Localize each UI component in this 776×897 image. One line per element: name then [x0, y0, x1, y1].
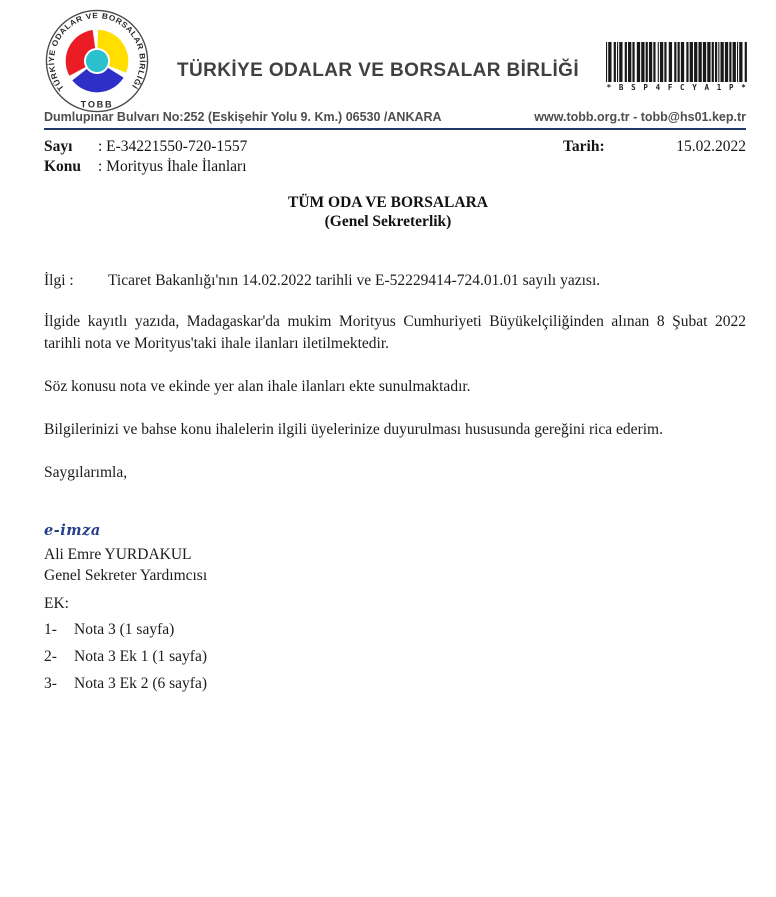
konu-label: Konu: [44, 158, 82, 175]
sayi-label: Sayı: [44, 138, 73, 155]
signer-name: Ali Emre YURDAKUL: [44, 546, 192, 563]
attachment-text: Nota 3 Ek 1 (1 sayfa): [74, 648, 207, 665]
barcode-bars-icon: [606, 42, 748, 82]
logo-blue-arc: [80, 73, 116, 83]
recipient-block: [0, 193, 776, 231]
paragraph-1: İlgide kayıtlı yazıda, Madagaskar'da mukim Morityus Cumhuriyeti Büyükelçiliğinden alınan 8 Şubat 2022 tarihli nota ve Morityus'taki ihale ilanları iletilmektedir.: [44, 313, 746, 352]
tarih-value: 15.02.2022: [676, 138, 746, 155]
closing-salutation: Saygılarımla,: [44, 464, 128, 481]
reference-row: [44, 272, 746, 290]
attachment-number: 3-: [44, 675, 57, 692]
signer-title: Genel Sekreter Yardımcısı: [44, 567, 208, 584]
attachment-number: 2-: [44, 648, 57, 665]
list-item: [44, 619, 746, 641]
attachments-block: [44, 594, 746, 695]
org-address: Dumlupınar Bulvarı No:252 (Eskişehir Yolu 9. Km.) 06530 /ANKARA: [44, 110, 442, 124]
barcode-text: * B S P 4 F C Y A 1 P *: [606, 83, 748, 92]
attachment-text: Nota 3 Ek 2 (6 sayfa): [74, 675, 207, 692]
letterhead: [0, 0, 776, 108]
logo-ring-text: TÜRKİYE ODALAR VE BORSALAR BİRLİĞİ: [47, 11, 147, 93]
org-title: TÜRKİYE ODALAR VE BORSALAR BİRLİĞİ: [176, 60, 580, 81]
paragraph-2: Söz konusu nota ve ekinde yer alan ihale ilanları ekte sunulmaktadır.: [44, 378, 471, 395]
logo-cyan-center: [86, 50, 108, 72]
recipient-line2: (Genel Sekreterlik): [324, 213, 452, 230]
list-item: [44, 673, 746, 695]
konu-row: [44, 157, 746, 177]
konu-value: : Morityus İhale İlanları: [98, 158, 247, 175]
e-signature-mark: e-imza: [44, 522, 101, 539]
recipient-line1: TÜM ODA VE BORSALARA: [288, 194, 488, 211]
tobb-logo: [44, 8, 150, 114]
attachment-number: 1-: [44, 621, 57, 638]
barcode: [606, 42, 748, 92]
tobb-logo-icon: [44, 8, 150, 114]
attachment-text: Nota 3 (1 sayfa): [74, 621, 175, 638]
attachments-label: EK:: [44, 595, 69, 612]
sayi-value: : E-34221550-720-1557: [98, 138, 248, 155]
document-meta: [44, 137, 746, 177]
ilgi-label: İlgi :: [44, 272, 74, 289]
tarih-label: Tarih:: [563, 138, 605, 155]
ilgi-text: Ticaret Bakanlığı'nın 14.02.2022 tarihli ve E-52229414-724.01.01 sayılı yazısı.: [108, 272, 601, 289]
logo-tobb-text: TOBB: [80, 99, 114, 110]
signature-block: [44, 520, 746, 586]
org-contact: www.tobb.org.tr - tobb@hs01.kep.tr: [534, 110, 746, 124]
letter-body: [44, 311, 746, 484]
paragraph-3: Bilgilerinizi ve bahse konu ihalelerin ilgili üyelerinize duyurulması hususunda gereğini rica ederim.: [44, 421, 663, 438]
list-item: [44, 646, 746, 668]
address-bar: [44, 110, 746, 130]
sayi-row: [44, 137, 746, 157]
